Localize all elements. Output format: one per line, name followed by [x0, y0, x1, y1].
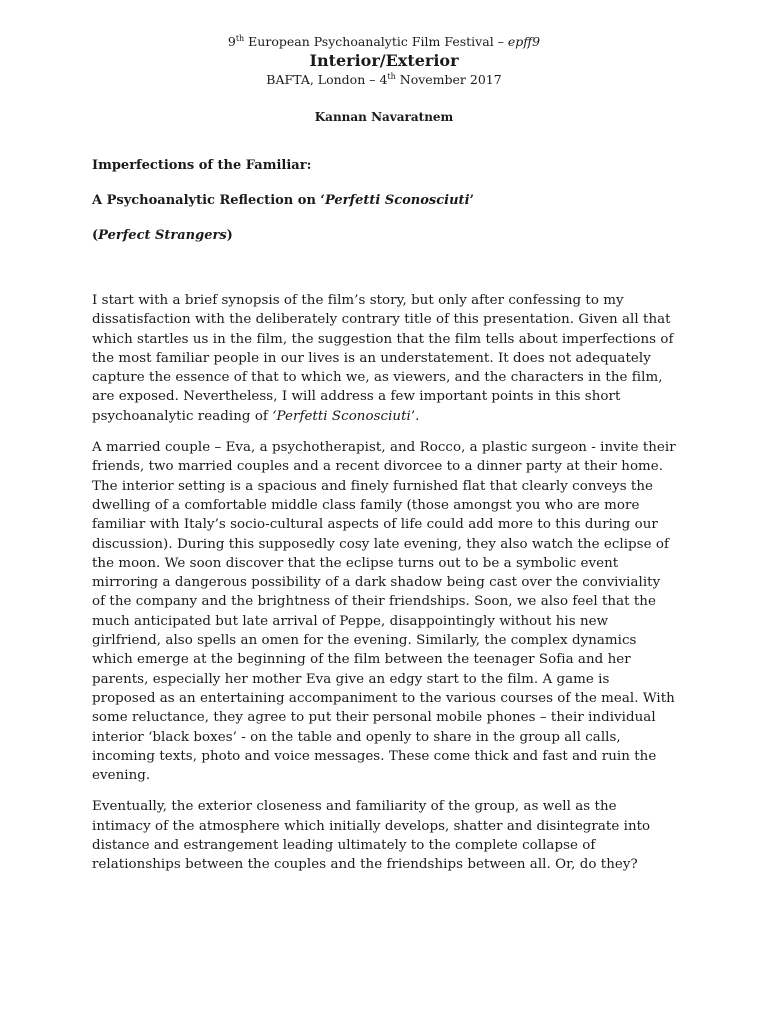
paragraph-conclusion: Eventually, the exterior closeness and familiarity of the group, as well as the intimacy of the atmosphere which initially develops, shatter and disintegrate into distance and estrangement leading ultimately to the complete collapse of relationships between the couples and the friendships between all. Or, do they?	[92, 799, 651, 873]
festival-line	[92, 33, 676, 50]
venue-date: November 2017	[395, 72, 502, 87]
body-text	[92, 291, 676, 875]
film-title-english: Perfect Strangers	[98, 228, 227, 243]
paper-subtitle-english: (Perfect Strangers)	[92, 228, 233, 243]
festival-number: 9	[227, 34, 236, 49]
document-header	[92, 33, 676, 125]
paper-subtitle: A Psychoanalytic Reflection on ‘Perfetti Sconosciuti’	[92, 193, 475, 208]
paper-title-block	[92, 157, 676, 245]
venue-text: BAFTA, London – 4	[266, 72, 388, 87]
author-name: Kannan Navaratnem	[314, 110, 454, 124]
event-title: Interior/Exterior	[309, 51, 459, 70]
paper-title: Imperfections of the Familiar:	[92, 158, 312, 173]
paragraph-synopsis: A married couple – Eva, a psychotherapist, and Rocco, a plastic surgeon - invite their friends, two married couples and a recent divorcee to a dinner party at their home. The interior setting is a spacious and finely furnished flat that clearly conveys the dwelling of a comfortable middle class family (those amongst you who are more familiar with Italy’s socio-cultural aspects of life could add more to this during our discussion). During this supposedly cosy late evening, they also watch the eclipse of the moon. We soon discover that the eclipse turns out to be a symbolic event mirroring a dangerous possibility of a dark shadow being cast over the conviviality of the company and the brightness of their friendships. Soon, we also feel that the much anticipated but late arrival of Peppe, disappointingly without his new girlfriend, also spells an omen for the evening. Similarly, the complex dynamics which emerge at the beginning of the film between the teenager Sofia and her parents, especially her mother Eva give an edgy start to the film. A game is proposed as an entertaining accompaniment to the various courses of the meal. With some reluctance, they agree to put their personal mobile phones – their individual interior ‘black boxes’ - on the table and openly to share in the group all calls, incoming texts, photo and voice messages. These come thick and fast and ruin the evening.	[92, 440, 676, 784]
paragraph-intro: I start with a brief synopsis of the film’s story, but only after confessing to my dissatisfaction with the deliberately contrary title of this presentation. Given all that which startles us in the film, the suggestion that the film tells about imperfections of the most familiar people in our lives is an understatement. It does not adequately capture the essence of that to which we, as viewers, and the characters in the film, are exposed. Nevertheless, I will address a few important points in this short psychoanalytic reading of ‘Perfetti Sconosciuti’.	[92, 293, 674, 424]
film-title-italian: Perfetti Sconosciuti	[324, 193, 470, 208]
festival-abbreviation: epff9	[507, 34, 541, 49]
festival-ordinal: th	[235, 34, 245, 43]
film-title-inline: ‘Perfetti Sconosciuti	[272, 408, 411, 424]
festival-name: European Psychoanalytic Film Festival –	[244, 34, 508, 49]
venue-ordinal: th	[387, 72, 396, 81]
venue-line	[92, 71, 676, 88]
